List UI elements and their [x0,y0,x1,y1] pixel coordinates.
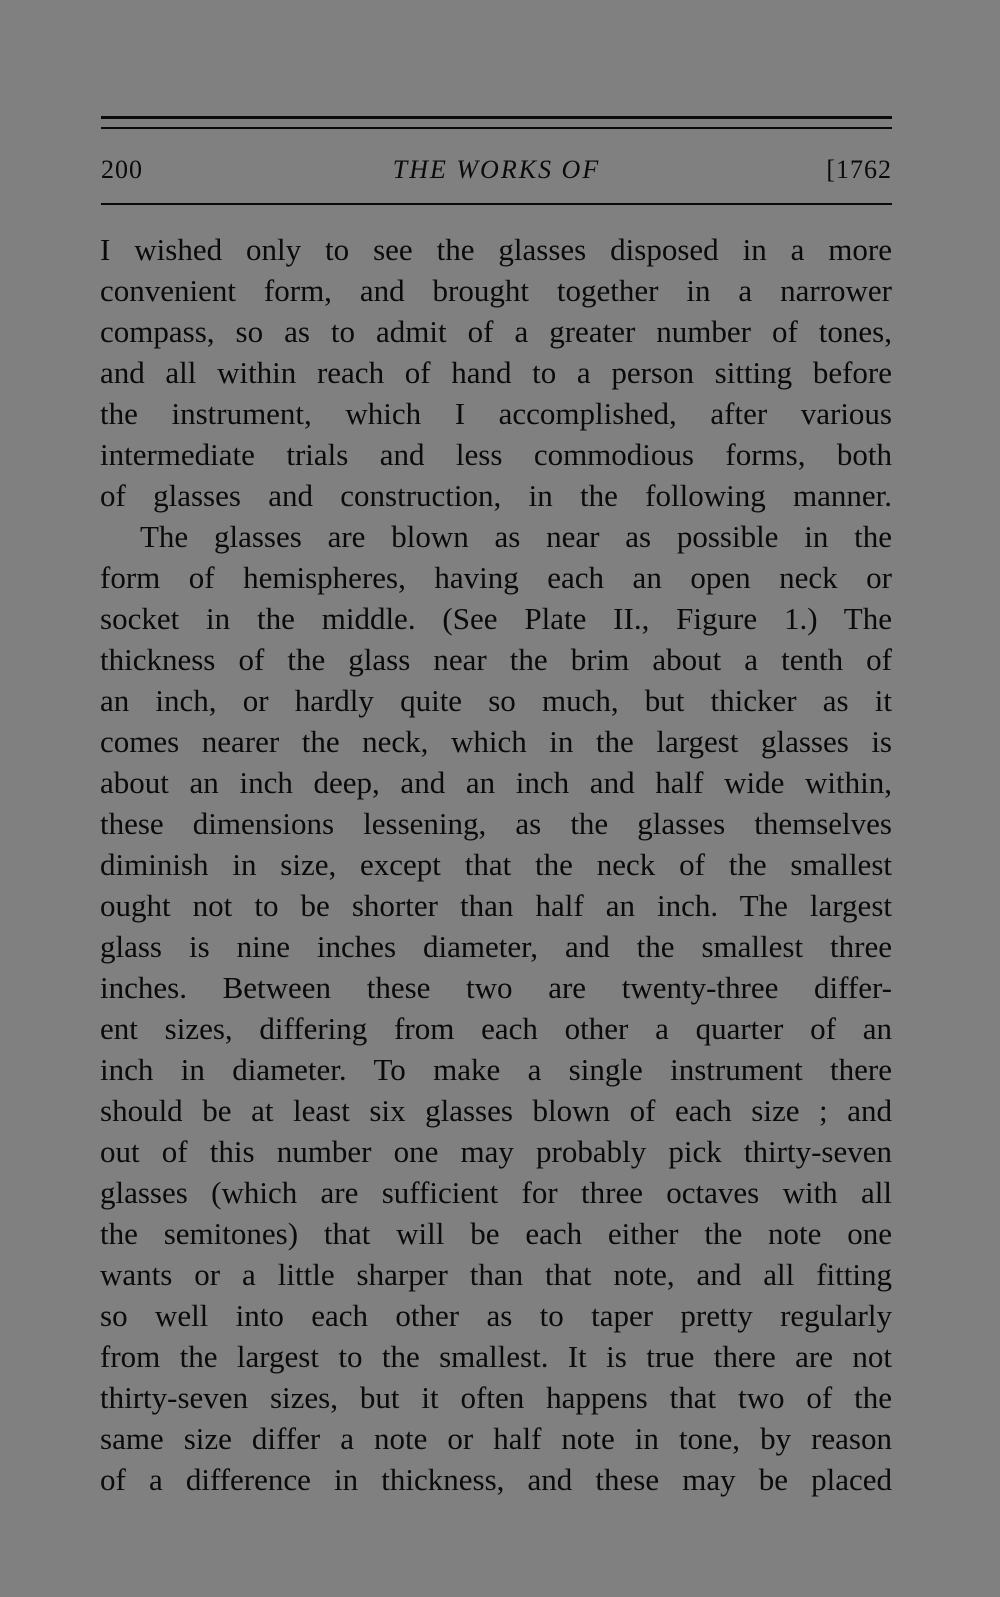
text-line: the instrument, which I accomplished, after various [100,396,892,431]
text-line: wants or a little sharper than that note, and all fitting [100,1257,892,1292]
text-line: out of this number one may probably pick thirty-seven [100,1134,892,1169]
page-number: 200 [101,155,143,184]
text-line: thickness of the glass near the brim about a tenth of [100,642,892,677]
text-line: glass is nine inches diameter, and the smallest three [100,929,892,964]
text-line: same size differ a note or half note in tone, by reason [100,1421,892,1456]
header-rule-inner [101,127,892,129]
text-line: ought not to be shorter than half an inch. The largest [100,888,892,923]
text-line: socket in the middle. (See Plate II., Figure 1.) The [100,601,892,636]
text-line: I wished only to see the glasses disposed in a more [100,232,892,267]
text-line: form of hemispheres, having each an open neck or [100,560,892,595]
text-line: of glasses and construction, in the following manner. [100,478,892,513]
text-line: inch in diameter. To make a single instrument there [100,1052,892,1087]
body-text [100,229,892,1500]
header-rule-bottom [101,203,892,205]
text-line: from the largest to the smallest. It is true there are not [100,1339,892,1374]
text-line: comes nearer the neck, which in the largest glasses is [100,724,892,759]
text-line: of a difference in thickness, and these may be placed [100,1462,892,1497]
text-line: an inch, or hardly quite so much, but thicker as it [100,683,892,718]
running-year: [1762 [826,155,892,184]
text-line: ent sizes, differing from each other a quarter of an [100,1011,892,1046]
text-line: should be at least six glasses blown of each size ; and [100,1093,892,1128]
text-line: these dimensions lessening, as the glasses themselves [100,806,892,841]
text-line: thirty-seven sizes, but it often happens that two of the [100,1380,892,1415]
text-line: inches. Between these two are twenty-three differ- [100,970,892,1005]
text-line: the semitones) that will be each either the note one [100,1216,892,1251]
text-line: diminish in size, except that the neck of the smallest [100,847,892,882]
text-line: glasses (which are sufficient for three octaves with all [100,1175,892,1210]
running-head [101,152,892,188]
text-line: intermediate trials and less commodious forms, both [100,437,892,472]
text-line: so well into each other as to taper pretty regularly [100,1298,892,1333]
text-line: convenient form, and brought together in a narrower [100,273,892,308]
paragraph-start-line: The glasses are blown as near as possible in the [140,519,892,554]
header-rule-top [101,116,892,119]
running-title: THE WORKS OF [392,155,601,184]
text-line: about an inch deep, and an inch and half wide within, [100,765,892,800]
text-line: and all within reach of hand to a person sitting before [100,355,892,390]
text-line: compass, so as to admit of a greater number of tones, [100,314,892,349]
